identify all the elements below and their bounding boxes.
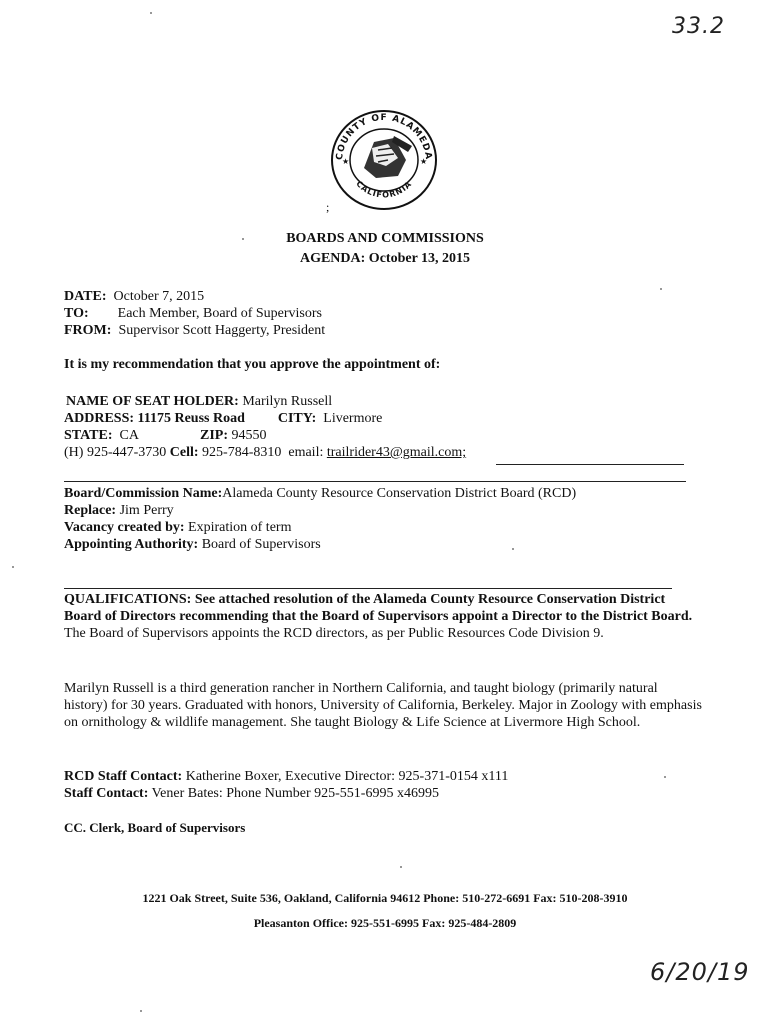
seat-holder-zip bbox=[200, 427, 267, 444]
seal-emblem bbox=[364, 136, 412, 178]
staff-contact-label: Staff Contact: bbox=[64, 786, 149, 801]
qualifications-bold: QUALIFICATIONS: See attached resolution of the Alameda County Resource Conservation District Board of Directors recommending that the Board of Supervisors appoint a Director to the District Board. bbox=[64, 592, 693, 624]
name-value: Marilyn Russell bbox=[242, 394, 333, 409]
date-value: October 7, 2015 bbox=[113, 289, 205, 304]
qualifications-normal: The Board of Supervisors appoints the RCD directors, as per Public Resources Code Division 9. bbox=[64, 626, 604, 641]
cc-line: CC. Clerk, Board of Supervisors bbox=[64, 820, 246, 835]
state-value: CA bbox=[119, 428, 139, 443]
memo-from bbox=[64, 322, 325, 339]
header-agenda: AGENDA: October 13, 2015 bbox=[299, 251, 471, 266]
home-value: 925-447-3730 bbox=[86, 445, 167, 460]
page-number: 33.2 bbox=[672, 14, 725, 39]
footer-pleasanton: Pleasanton Office: 925-551-6995 Fax: 925-484-2809 bbox=[253, 916, 517, 930]
address-value: 11175 Reuss Road bbox=[137, 411, 245, 426]
board-name-label: Board/Commission Name: bbox=[64, 486, 223, 501]
seat-holder-name bbox=[66, 393, 332, 410]
email-link[interactable]: trailrider43@gmail.com; bbox=[326, 445, 467, 460]
zip-label: ZIP: bbox=[200, 428, 228, 443]
svg-text:★: ★ bbox=[420, 157, 428, 166]
cell-value: 925-784-8310 bbox=[202, 445, 282, 460]
county-seal bbox=[328, 108, 440, 212]
stray-mark: ; bbox=[326, 200, 330, 214]
rcd-contact-label: RCD Staff Contact: bbox=[64, 769, 183, 784]
staff-contact bbox=[64, 785, 439, 802]
to-value: Each Member, Board of Supervisors bbox=[117, 306, 322, 321]
replace-value: Jim Perry bbox=[119, 503, 174, 518]
footer-address: 1221 Oak Street, Suite 536, Oakland, California 94612 Phone: 510-272-6691 Fax: 510-208-3910 bbox=[142, 891, 628, 905]
scan-speck bbox=[512, 548, 514, 550]
scan-speck bbox=[400, 866, 402, 868]
board-name-value: Alameda County Resource Conservation District Board (RCD) bbox=[222, 486, 577, 501]
vacancy-label: Vacancy created by: bbox=[64, 520, 185, 535]
divider bbox=[64, 481, 686, 482]
board-replace bbox=[64, 502, 174, 519]
to-label: TO: bbox=[64, 306, 89, 321]
email-label: email: bbox=[288, 445, 324, 460]
scan-speck bbox=[140, 1010, 142, 1012]
staff-contact-value: Vener Bates: Phone Number 925-551-6995 x46995 bbox=[151, 786, 439, 801]
svg-text:★: ★ bbox=[342, 157, 350, 166]
from-label: FROM: bbox=[64, 323, 112, 338]
zip-value: 94550 bbox=[231, 428, 267, 443]
home-label: (H) bbox=[64, 445, 84, 460]
rcd-contact-value: Katherine Boxer, Executive Director: 925-371-0154 x111 bbox=[185, 769, 509, 784]
name-label: NAME OF SEAT HOLDER: bbox=[66, 394, 239, 409]
bio: Marilyn Russell is a third generation rancher in Northern California, and taught biology (primarily natural history) for 30 years. Graduated with honors, University of California, Berkeley. Major in Zoology with emphasis on ornithology & wildlife management. She taught Biology & Life Science at Livermore High School. bbox=[64, 681, 702, 730]
seat-holder-address bbox=[64, 410, 382, 427]
authority-value: Board of Supervisors bbox=[201, 537, 321, 552]
date-label: DATE: bbox=[64, 289, 107, 304]
city-label: CITY: bbox=[277, 411, 317, 426]
scan-speck bbox=[12, 566, 14, 568]
svg-text:CALIFORNIA bbox=[354, 179, 413, 200]
scan-speck bbox=[660, 288, 662, 290]
seat-holder-state bbox=[64, 427, 139, 444]
scan-speck bbox=[664, 776, 666, 778]
scan-speck bbox=[150, 12, 152, 14]
scan-speck bbox=[242, 238, 244, 240]
memo-to bbox=[64, 305, 322, 322]
rcd-contact bbox=[64, 768, 508, 785]
replace-label: Replace: bbox=[64, 503, 117, 518]
qualifications bbox=[64, 591, 704, 642]
address-label: ADDRESS: bbox=[64, 411, 135, 426]
divider-short bbox=[496, 464, 684, 465]
vacancy-value: Expiration of term bbox=[188, 520, 292, 535]
divider-qualifications bbox=[64, 588, 672, 589]
seal-text-top: COUNTY OF ALAMEDA bbox=[334, 112, 434, 161]
header-title: BOARDS AND COMMISSIONS bbox=[286, 231, 484, 246]
board-name bbox=[64, 485, 576, 502]
handwritten-date: 6/20/19 bbox=[650, 958, 750, 986]
board-vacancy bbox=[64, 519, 291, 536]
authority-label: Appointing Authority: bbox=[64, 537, 199, 552]
cell-label: Cell: bbox=[169, 445, 199, 460]
memo-date bbox=[64, 288, 204, 305]
city-value: Livermore bbox=[323, 411, 383, 426]
seat-holder-phones bbox=[64, 444, 466, 461]
board-authority bbox=[64, 536, 321, 553]
state-label: STATE: bbox=[64, 428, 113, 443]
seal-text-bottom: CALIFORNIA bbox=[354, 179, 414, 200]
from-value: Supervisor Scott Haggerty, President bbox=[118, 323, 326, 338]
recommendation: It is my recommendation that you approve the appointment of: bbox=[64, 357, 441, 372]
